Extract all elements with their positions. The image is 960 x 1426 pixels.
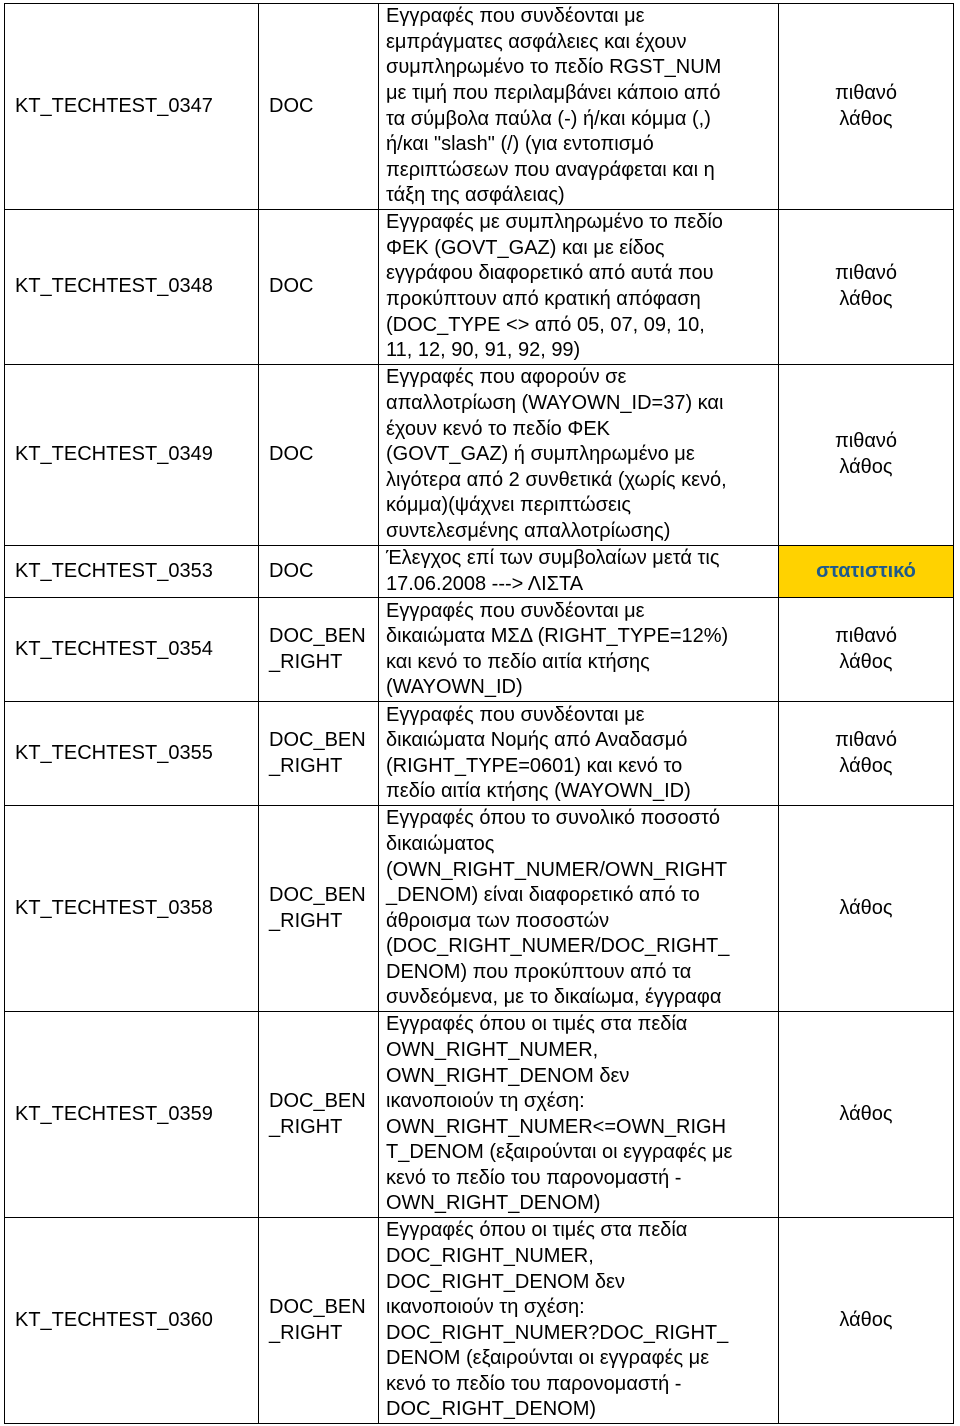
check-severity-cell [779,1218,954,1424]
table-row [5,1218,954,1424]
table-row [5,210,954,365]
table-row [5,806,954,1012]
check-code: KT_TECHTEST_0355 [5,702,259,806]
check-code: KT_TECHTEST_0353 [5,546,259,598]
table-row [5,365,954,546]
check-code: KT_TECHTEST_0359 [5,1012,259,1218]
check-code: KT_TECHTEST_0354 [5,598,259,702]
check-severity: πιθανό λάθος [834,81,898,130]
check-description: Εγγραφές που συνδέονται με δικαιώματα Νομής από Αναδασμό (RIGHT_TYPE=0601) και κενό το πεδίο αιτία κτήσης (WAYOWN_ID) [379,702,779,806]
check-description: Εγγραφές που αφορούν σε απαλλοτρίωση (WAYOWN_ID=37) και έχουν κενό το πεδίο ΦΕΚ (GOVT_GAZ) ή συμπληρωμένο με λιγότερα από 2 συνθετικά (χωρίς κενό, κόμμα)(ψάχνει περιπτώσεις συντελεσμένης απαλλοτρίωσης) [379,365,779,546]
check-severity: πιθανό λάθος [834,262,898,310]
check-severity-cell [779,1012,954,1218]
checks-table-body [5,4,954,1424]
check-description: Έλεγχος επί των συμβολαίων μετά τις 17.06.2008 ---> ΛΙΣΤΑ [379,546,779,598]
check-table-name: DOC_BEN _RIGHT [259,702,379,806]
table-row [5,598,954,702]
check-table-name: DOC [259,4,379,210]
check-table-name: DOC [259,546,379,598]
check-severity-cell [779,598,954,702]
check-description: Εγγραφές που συνδέονται με δικαιώματα ΜΣΔ (RIGHT_TYPE=12%) και κενό το πεδίο αιτία κτήσης (WAYOWN_ID) [379,598,779,702]
check-severity-cell [779,546,954,598]
check-severity: λάθος [839,1102,893,1125]
check-table-name: DOC_BEN _RIGHT [259,598,379,702]
check-severity: λάθος [839,896,893,919]
check-severity: πιθανό λάθος [834,430,898,478]
check-table-name: DOC_BEN _RIGHT [259,1012,379,1218]
check-code: KT_TECHTEST_0349 [5,365,259,546]
checks-table [4,3,954,1424]
check-code: KT_TECHTEST_0348 [5,210,259,365]
check-severity-cell [779,4,954,210]
check-severity-cell [779,806,954,1012]
check-table-name: DOC_BEN _RIGHT [259,1218,379,1424]
check-table-name: DOC_BEN _RIGHT [259,806,379,1012]
check-description: Εγγραφές όπου το συνολικό ποσοστό δικαιώματος (OWN_RIGHT_NUMER/OWN_RIGHT _DENOM) είναι διαφορετικό από το άθροισμα των ποσοστών (DOC_RIGHT_NUMER/DOC_RIGHT_ DENOM) που προκύπτουν από τα συνδεόμενα, με το δικαίωμα, έγγραφα [379,806,779,1012]
check-severity: λάθος [839,1308,893,1331]
check-description: Εγγραφές όπου οι τιμές στα πεδία OWN_RIGHT_NUMER, OWN_RIGHT_DENOM δεν ικανοποιούν τη σχέση: OWN_RIGHT_NUMER<=OWN_RIGH T_DENOM (εξαιρούνται οι εγγραφές με κενό το πεδίο του παρονομαστή - OWN_RIGHT_DENOM) [379,1012,779,1218]
check-severity-cell [779,702,954,806]
table-row [5,546,954,598]
table-row [5,1012,954,1218]
check-code: KT_TECHTEST_0358 [5,806,259,1012]
check-severity: πιθανό λάθος [834,625,898,673]
check-severity: πιθανό λάθος [834,729,898,777]
check-severity-cell [779,365,954,546]
check-code: KT_TECHTEST_0347 [5,4,259,210]
check-table-name: DOC [259,365,379,546]
check-table-name: DOC [259,210,379,365]
table-row [5,4,954,210]
check-description: Εγγραφές με συμπληρωμένο το πεδίο ΦΕΚ (GOVT_GAZ) και με είδος εγγράφου διαφορετικό από αυτά που προκύπτουν από κρατική απόφαση (DOC_TYPE <> από 05, 07, 09, 10, 11, 12, 90, 91, 92, 99) [379,210,779,365]
table-row [5,702,954,806]
check-description: Εγγραφές όπου οι τιμές στα πεδία DOC_RIGHT_NUMER, DOC_RIGHT_DENOM δεν ικανοποιούν τη σχέση: DOC_RIGHT_NUMER?DOC_RIGHT_ DENOM (εξαιρούνται οι εγγραφές με κενό το πεδίο του παρονομαστή - DOC_RIGHT_DENOM) [379,1218,779,1424]
check-severity: στατιστικό [816,559,916,582]
check-code: KT_TECHTEST_0360 [5,1218,259,1424]
check-description: Εγγραφές που συνδέονται με εμπράγματες ασφάλειες και έχουν συμπληρωμένο το πεδίο RGST_NUM με τιμή που περιλαμβάνει κάποιο από τα σύμβολα παύλα (-) ή/και κόμμα (,) ή/και "slash" (/) (για εντοπισμό περιπτώσεων που αναγράφεται και η τάξη της ασφάλειας) [379,4,779,210]
check-severity-cell [779,210,954,365]
